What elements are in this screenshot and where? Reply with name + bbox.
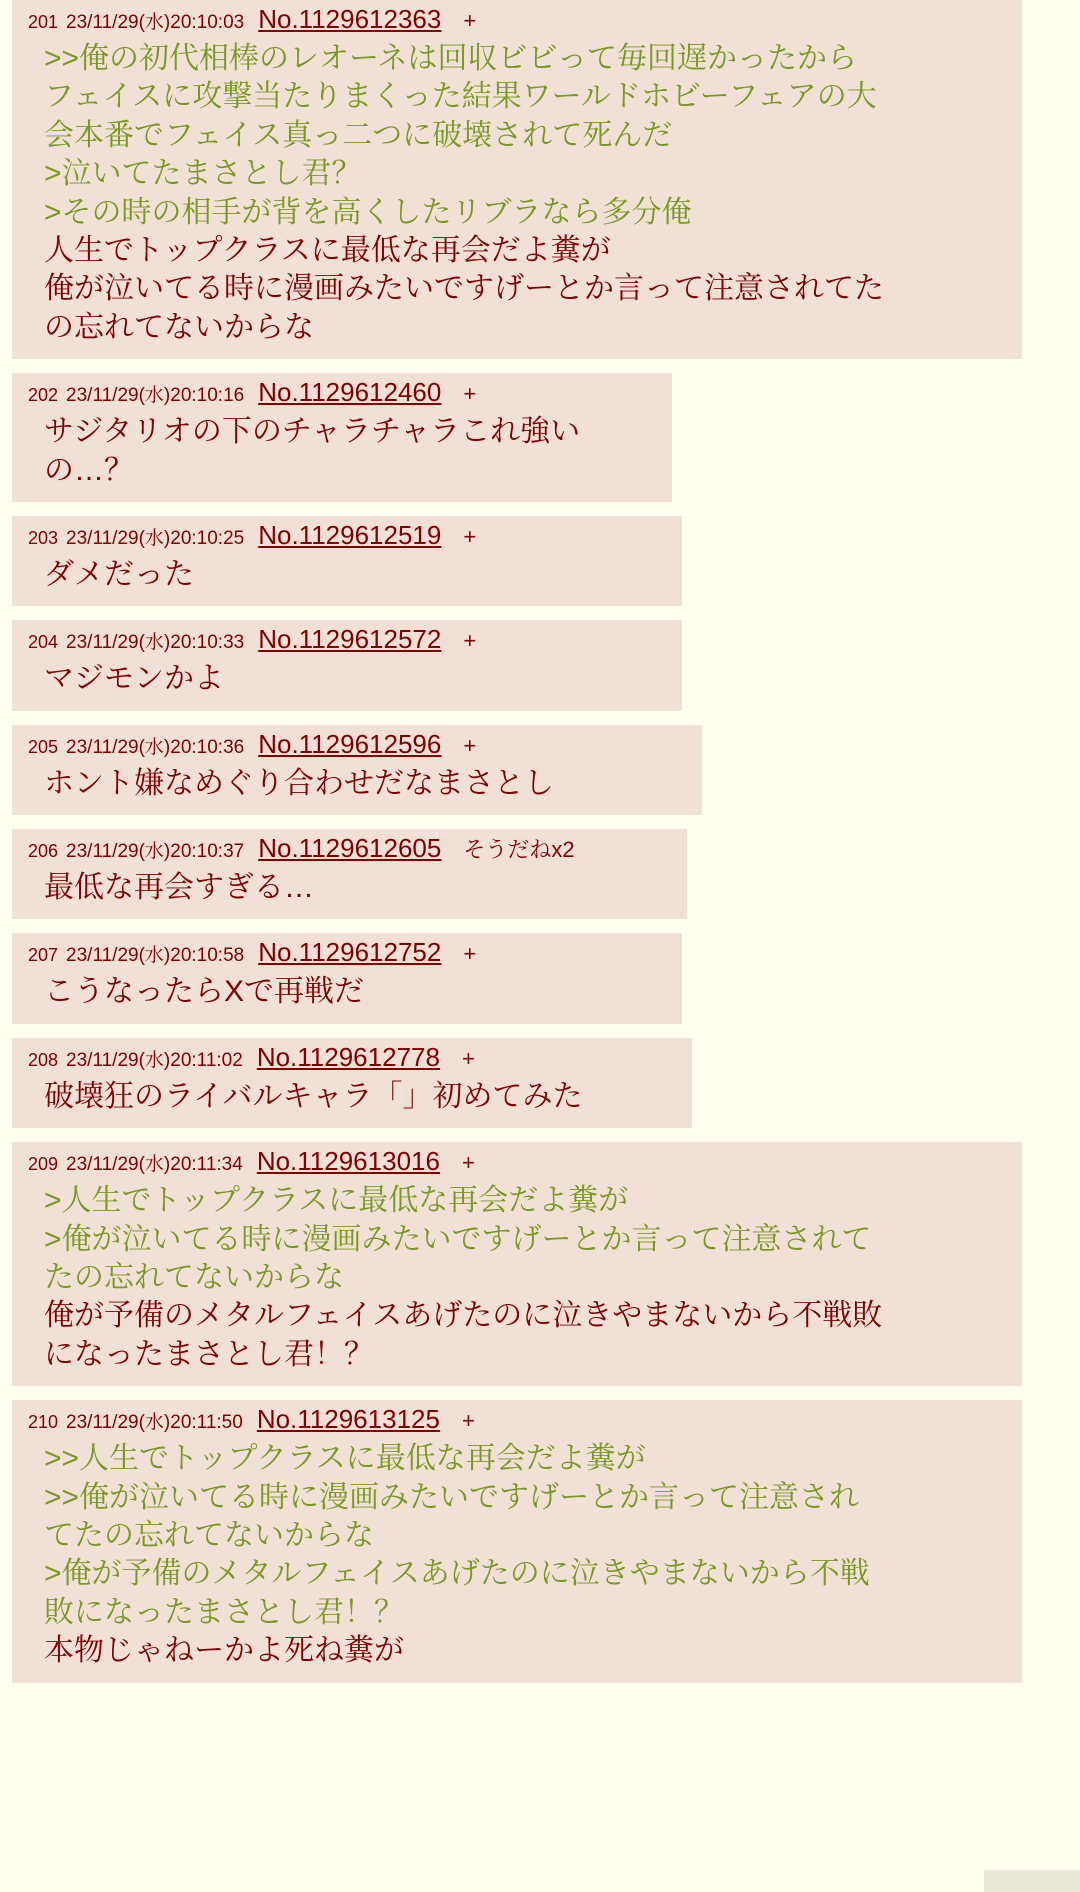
post-timestamp: 23/11/29(水)20:10:25 xyxy=(66,527,245,549)
post-quote-line: >泣いてたまさとし君？ xyxy=(44,157,362,191)
post-quote-line: たの忘れてないからな xyxy=(44,1261,344,1295)
post-action-button[interactable]: + xyxy=(461,1150,475,1176)
post-quote-line: >>俺の初代相棒のレオーネは回収ビビって毎回遅かったから xyxy=(44,42,857,75)
post-text-line: こうなったらXで再戦だ xyxy=(44,975,365,1009)
post-id-link[interactable]: No.1129612596 xyxy=(258,728,442,759)
post-text-line: 破壊狂のライバルキャラ「」初めてみた xyxy=(44,1079,583,1113)
post-number: 206 xyxy=(28,841,59,862)
post-body xyxy=(28,34,1006,349)
post-number: 202 xyxy=(28,385,59,406)
post xyxy=(12,620,682,710)
post-timestamp: 23/11/29(水)20:10:16 xyxy=(66,385,245,407)
post-quote-line: >その時の相手が背を高くしたリブラなら多分俺 xyxy=(44,195,692,229)
post-timestamp: 23/11/29(水)20:11:50 xyxy=(66,1412,243,1434)
post-number: 205 xyxy=(28,736,59,757)
post-body xyxy=(28,967,666,1013)
post-text-line: 俺が泣いてる時に漫画みたいですげーとか言って注意されてた xyxy=(44,272,884,306)
scrollbar-corner[interactable] xyxy=(984,1870,1080,1892)
post-body xyxy=(28,1434,1006,1672)
post-body xyxy=(28,550,666,596)
post-id-link[interactable]: No.1129613016 xyxy=(256,1146,440,1177)
post-body xyxy=(28,863,671,909)
post-id-link[interactable]: No.1129612572 xyxy=(258,624,442,655)
post-number: 201 xyxy=(28,12,59,32)
post-timestamp: 23/11/29(水)20:10:58 xyxy=(66,945,245,967)
post-id-link[interactable]: No.1129613125 xyxy=(256,1404,440,1435)
post-id-link[interactable]: No.1129612519 xyxy=(258,519,442,550)
post-text-line: の忘れてないからな xyxy=(44,310,314,344)
post-number: 210 xyxy=(28,1412,59,1433)
post-text-line: サジタリオの下のチャラチャラこれ強いの…？ xyxy=(44,415,581,487)
post-header xyxy=(28,933,666,967)
post-text-line: 本物じゃねーかよ死ね糞が xyxy=(44,1634,404,1668)
post-action-button[interactable]: + xyxy=(463,8,477,33)
post xyxy=(12,725,702,815)
post-action-button[interactable]: + xyxy=(463,732,477,758)
post-action-button[interactable]: + xyxy=(463,628,477,654)
post-quote-line: フェイスに攻撃当たりまくった結果ワールドホビーフェアの大 xyxy=(44,80,877,114)
post-header xyxy=(28,620,666,654)
post-number: 207 xyxy=(28,945,59,966)
post-action-button[interactable]: + xyxy=(461,1408,475,1434)
post-text-line: ダメだった xyxy=(44,557,194,591)
post-id-link[interactable]: No.1129612363 xyxy=(258,4,442,34)
post xyxy=(12,516,682,606)
post xyxy=(12,0,1022,359)
post-text-line: 人生でトップクラスに最低な再会だよ糞が xyxy=(44,233,611,267)
post-timestamp: 23/11/29(水)20:11:02 xyxy=(66,1049,243,1071)
post-id-link[interactable]: No.1129612460 xyxy=(258,377,442,408)
post-quote-line: 敗になったまさとし君！？ xyxy=(44,1595,404,1629)
post-id-link[interactable]: No.1129612778 xyxy=(256,1041,440,1072)
post-header xyxy=(28,1038,676,1072)
post-quote-line: >人生でトップクラスに最低な再会だよ糞が xyxy=(44,1184,629,1218)
post-text-line: になったまさとし君！？ xyxy=(44,1337,374,1371)
post-header xyxy=(28,725,686,759)
post-action-button[interactable]: + xyxy=(463,381,477,407)
post-header xyxy=(28,0,1006,34)
post-quote-line: >俺が予備のメタルフェイスあげたのに泣きやまないから不戦 xyxy=(44,1557,870,1591)
post-timestamp: 23/11/29(水)20:10:33 xyxy=(66,632,245,654)
post-body xyxy=(28,1176,1006,1376)
post-text-line: マジモンかよ xyxy=(44,662,224,696)
post-number: 203 xyxy=(28,527,59,548)
post-number: 209 xyxy=(28,1154,59,1175)
post-quote-line: >俺が泣いてる時に漫画みたいですげーとか言って注意されて xyxy=(44,1222,872,1256)
post xyxy=(12,1400,1022,1682)
post-quote-line: >>人生でトップクラスに最低な再会だよ糞が xyxy=(44,1442,646,1476)
post-timestamp: 23/11/29(水)20:10:36 xyxy=(66,736,245,758)
post-header xyxy=(28,373,656,407)
post-header xyxy=(28,1400,1006,1434)
post xyxy=(12,1038,692,1128)
post-timestamp: 23/11/29(水)20:10:03 xyxy=(66,12,245,33)
post-action-button[interactable]: + xyxy=(463,941,477,967)
post-body xyxy=(28,759,686,805)
post-number: 208 xyxy=(28,1049,59,1070)
post-text-line: 俺が予備のメタルフェイスあげたのに泣きやまないから不戦敗 xyxy=(44,1299,883,1333)
post-quote-line: 会本番でフェイス真っ二つに破壊されて死んだ xyxy=(44,118,673,152)
post-action-button[interactable]: そうだねx2 xyxy=(463,837,575,863)
post-quote-line: てたの忘れてないからな xyxy=(44,1518,374,1552)
post xyxy=(12,1142,1022,1386)
post-body xyxy=(28,407,656,492)
post-text-line: 最低な再会すぎる… xyxy=(44,871,314,905)
post xyxy=(12,933,682,1023)
post-text-line: ホント嫌なめぐり合わせだなまさとし xyxy=(44,766,554,800)
post-id-link[interactable]: No.1129612605 xyxy=(258,833,442,864)
post-id-link[interactable]: No.1129612752 xyxy=(258,937,442,968)
post-timestamp: 23/11/29(水)20:11:34 xyxy=(66,1154,243,1176)
post-timestamp: 23/11/29(水)20:10:37 xyxy=(66,841,245,863)
post-quote-line: >>俺が泣いてる時に漫画みたいですげーとか言って注意され xyxy=(44,1480,860,1514)
post xyxy=(12,829,687,919)
post-body xyxy=(28,654,666,700)
post-action-button[interactable]: + xyxy=(463,523,477,549)
post-header xyxy=(28,1142,1006,1176)
post-body xyxy=(28,1072,676,1118)
post-header xyxy=(28,516,666,550)
post-number: 204 xyxy=(28,632,59,653)
post xyxy=(12,373,672,502)
post-action-button[interactable]: + xyxy=(461,1045,475,1071)
post-header xyxy=(28,829,671,863)
